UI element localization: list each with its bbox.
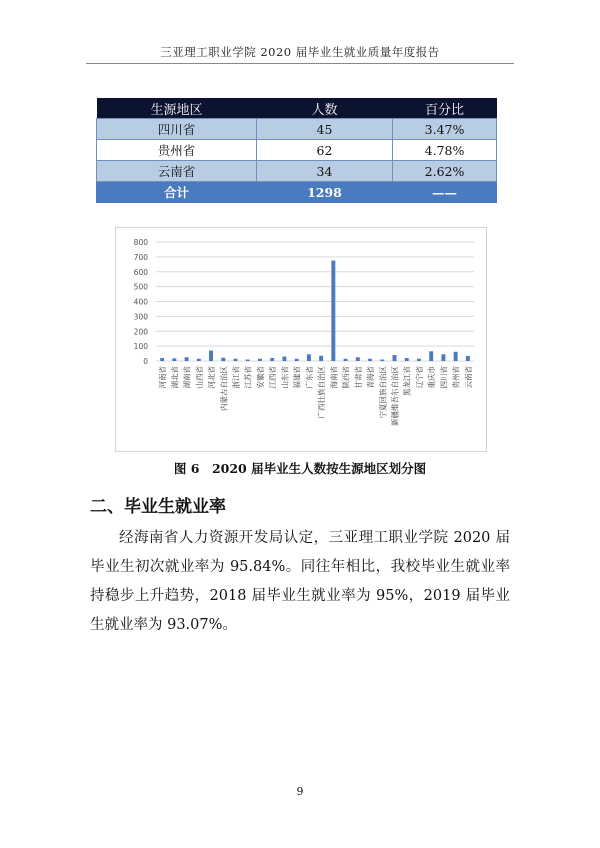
page-number: 9: [296, 785, 304, 798]
bar: [270, 358, 274, 361]
figure-caption: 图 6 2020 届毕业生人数按生源地区划分图: [173, 461, 427, 476]
y-tick-label: 200: [133, 327, 148, 337]
table-row: [97, 140, 497, 161]
bar: [429, 351, 433, 361]
y-tick-label: 300: [133, 312, 148, 322]
section-heading: 二、毕业生就业率: [90, 497, 226, 517]
y-tick-label: 500: [133, 282, 148, 292]
header-rule: [86, 63, 514, 64]
cell-percent: 3.47%: [393, 119, 497, 140]
column-header-count: 人数: [257, 98, 393, 119]
cell-region: 贵州省: [97, 140, 257, 161]
table-header-row: [97, 98, 497, 119]
bar: [160, 358, 164, 361]
x-tick-label: 宁夏回族自治区: [378, 366, 388, 419]
x-tick-label: 四川省: [439, 366, 449, 389]
bar: [295, 359, 299, 361]
x-tick-label: 甘肃省: [353, 366, 363, 389]
x-tick-label: 山西省: [194, 366, 204, 389]
bar: [331, 261, 335, 361]
x-tick-label: 贵州省: [451, 366, 461, 389]
bar: [405, 358, 409, 361]
y-tick-label: 800: [133, 238, 148, 247]
table-total-row: [97, 182, 497, 203]
bar: [344, 359, 348, 361]
bar: [221, 358, 225, 361]
bar: [454, 352, 458, 361]
x-tick-label: 海南省: [329, 366, 339, 389]
bar: [172, 358, 176, 361]
cell-count: 62: [257, 140, 393, 161]
bar: [380, 360, 384, 361]
total-label: 合计: [97, 182, 257, 203]
bar: [466, 356, 470, 361]
bar: [417, 359, 421, 361]
cell-percent: 2.62%: [393, 161, 497, 182]
table-row: [97, 161, 497, 182]
bar: [441, 354, 445, 361]
cell-percent: 4.78%: [393, 140, 497, 161]
total-count: 1298: [257, 182, 393, 203]
x-tick-label: 内蒙古自治区: [219, 366, 229, 411]
x-tick-label: 广东省: [304, 366, 314, 389]
cell-count: 45: [257, 119, 393, 140]
x-tick-label: 河南省: [158, 366, 168, 389]
region-bar-chart: [115, 227, 487, 452]
y-tick-label: 0: [143, 357, 148, 366]
column-header-percent: 百分比: [393, 98, 497, 119]
x-tick-label: 云南省: [463, 366, 473, 389]
x-tick-label: 湖北省: [170, 366, 180, 389]
bar: [197, 359, 201, 361]
x-tick-label: 安徽省: [255, 366, 265, 389]
table-row: [97, 119, 497, 140]
bar: [258, 359, 262, 361]
column-header-region: 生源地区: [97, 98, 257, 119]
x-tick-label: 湖南省: [182, 366, 192, 389]
y-tick-label: 400: [133, 297, 148, 307]
x-tick-label: 江苏省: [243, 366, 253, 389]
total-percent: ——: [393, 182, 497, 203]
x-tick-label: 新疆维吾尔自治区: [390, 366, 400, 426]
bar: [282, 357, 286, 361]
bar: [319, 356, 323, 361]
source-region-table: [96, 98, 497, 203]
bar: [368, 359, 372, 361]
x-tick-label: 重庆市: [427, 366, 437, 389]
x-tick-label: 广西壮族自治区: [317, 366, 327, 419]
y-tick-label: 100: [133, 342, 148, 352]
x-tick-label: 河北省: [207, 366, 217, 389]
x-tick-label: 青海省: [366, 366, 376, 389]
bar: [356, 357, 360, 361]
x-tick-label: 陕西省: [341, 366, 351, 389]
x-tick-label: 辽宁省: [414, 366, 424, 389]
bar: [185, 357, 189, 361]
x-tick-label: 山东省: [280, 366, 290, 389]
x-tick-label: 江西省: [268, 366, 278, 389]
body-paragraph: 经海南省人力资源开发局认定，三亚理工职业学院 2020 届毕业生初次就业率为 95.84%。同往年相比，我校毕业生就业率持稳步上升趋势，2018 届毕业生就业率为 95%，2019 届毕业生就业率为 93.07%。: [90, 530, 510, 633]
x-tick-label: 黑龙江省: [402, 366, 412, 396]
bar: [209, 351, 213, 361]
chart-svg: [116, 228, 486, 451]
cell-count: 34: [257, 161, 393, 182]
cell-region: 云南省: [97, 161, 257, 182]
bar: [246, 360, 250, 361]
bar: [234, 359, 238, 361]
y-tick-label: 600: [133, 267, 148, 277]
y-tick-label: 700: [133, 252, 148, 262]
cell-region: 四川省: [97, 119, 257, 140]
x-tick-label: 浙江省: [231, 366, 241, 389]
running-header: 三亚理工职业学院 2020 届毕业生就业质量年度报告: [160, 45, 440, 59]
bar: [393, 355, 397, 361]
bar: [307, 354, 311, 361]
x-tick-label: 福建省: [292, 366, 302, 389]
